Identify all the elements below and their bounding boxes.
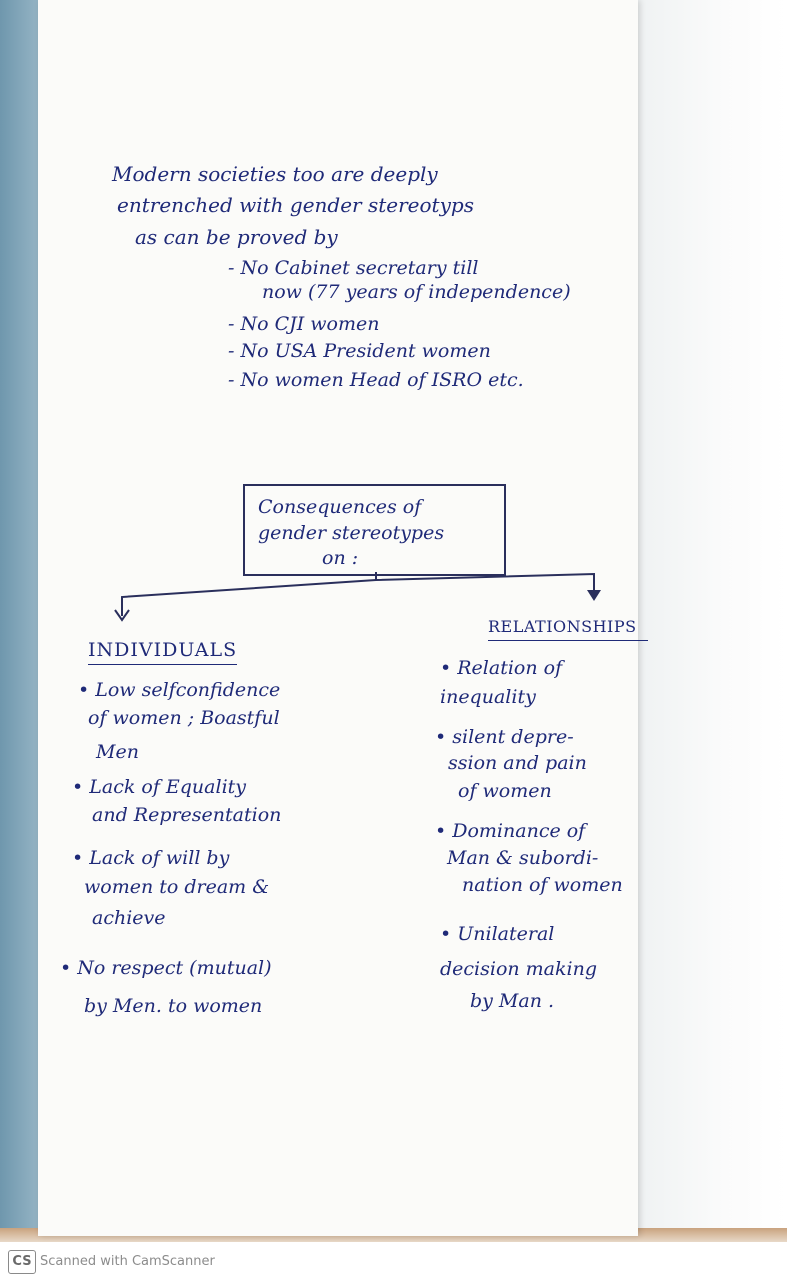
example-text: No Cabinet secretary till	[240, 257, 479, 279]
intro-line-3: as can be proved by	[135, 225, 338, 249]
relationships-line: • Dominance of	[435, 820, 586, 842]
example-dash: -	[228, 313, 235, 335]
example-text: No USA President women	[240, 340, 491, 362]
intro-line-2: entrenched with gender stereotyps	[117, 193, 474, 217]
relationships-line: by Man .	[470, 990, 555, 1012]
relationships-line: • silent depre-	[435, 726, 574, 748]
individuals-line: of women ; Boastful	[88, 707, 280, 729]
individuals-line: • Lack of Equality	[72, 776, 247, 798]
individuals-line: and Representation	[92, 804, 282, 826]
box-line-2: gender stereotypes	[258, 522, 445, 544]
example-dash: -	[228, 340, 235, 362]
relationships-line: decision making	[440, 958, 598, 980]
relationships-line: nation of women	[462, 874, 623, 896]
relationships-line: • Relation of	[440, 657, 563, 679]
individuals-line: Men	[96, 741, 139, 763]
relationships-line: • Unilateral	[440, 923, 555, 945]
intro-line-1: Modern societies too are deeply	[112, 162, 438, 186]
relationships-line: ssion and pain	[448, 752, 587, 774]
relationships-line: inequality	[440, 686, 536, 708]
example-dash: -	[228, 369, 235, 391]
individuals-heading: INDIVIDUALS	[88, 639, 237, 665]
connector-left-line	[122, 580, 376, 616]
camscanner-watermark-text: Scanned with CamScanner	[40, 1254, 215, 1269]
example-text: No CJI women	[240, 313, 380, 335]
arrow-head-right	[587, 590, 601, 601]
individuals-line: • Lack of will by	[72, 847, 230, 869]
example-text: now (77 years of independence)	[262, 281, 571, 303]
individuals-line: by Men. to women	[84, 995, 263, 1017]
relationships-line: Man & subordi-	[447, 847, 599, 869]
individuals-line: achieve	[92, 907, 166, 929]
example-dash: -	[228, 257, 235, 279]
individuals-line: • Low selfconfidence	[78, 679, 281, 701]
example-text: No women Head of ISRO etc.	[240, 369, 524, 391]
relationships-heading: RELATIONSHIPS	[488, 617, 648, 641]
relationships-line: of women	[458, 780, 552, 802]
connector-right-line	[376, 574, 594, 594]
individuals-line: • No respect (mutual)	[60, 957, 272, 979]
box-line-3: on :	[322, 547, 359, 569]
individuals-line: women to dream &	[84, 876, 270, 898]
camscanner-logo-icon: CS	[8, 1250, 36, 1274]
box-line-1: Consequences of	[258, 496, 422, 518]
